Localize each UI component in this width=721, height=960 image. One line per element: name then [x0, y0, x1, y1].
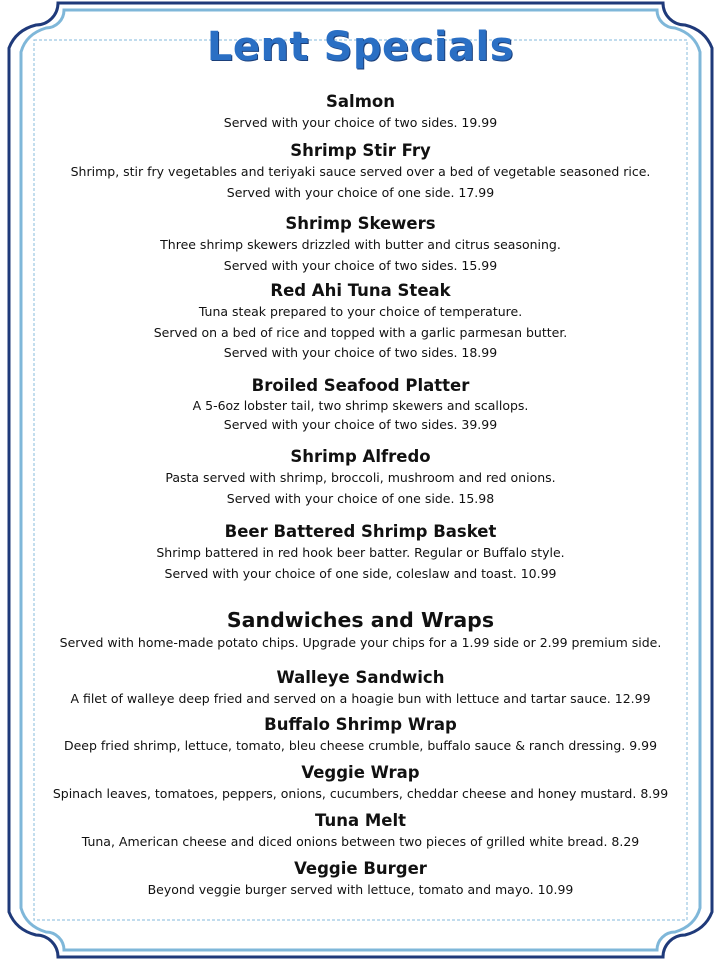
- sandwiches-section-header: [40, 607, 681, 653]
- special-shrimp-skewers: [40, 213, 681, 276]
- sandwich-tuna-melt: [40, 810, 681, 853]
- sandwich-veggie-burger: [40, 858, 681, 901]
- item-desc: Deep fried shrimp, lettuce, tomato, bleu cheese crumble, buffalo sauce & ranch dressing. 9.99: [63, 738, 658, 753]
- section-subtitle: Served with home-made potato chips. Upgrade your chips for a 1.99 side or 2.99 premium side.: [59, 635, 662, 650]
- item-desc: Served with your choice of two sides. 39.99: [223, 417, 498, 432]
- item-desc: Shrimp, stir fry vegetables and teriyaki sauce served over a bed of vegetable seasoned rice.: [70, 164, 651, 179]
- item-desc: Served with your choice of two sides. 15.99: [223, 257, 498, 273]
- item-name: Veggie Burger: [294, 859, 427, 878]
- section-title: Sandwiches and Wraps: [226, 608, 495, 632]
- page-title: Lent Specials: [206, 24, 515, 70]
- item-desc: Served with your choice of one side. 15.98: [226, 490, 495, 506]
- item-desc: Served with your choice of one side. 17.99: [226, 184, 495, 200]
- special-broiled-seafood-platter: [40, 375, 681, 436]
- item-name: Walleye Sandwich: [276, 668, 445, 687]
- item-name: Tuna Melt: [315, 811, 406, 830]
- item-name: Beer Battered Shrimp Basket: [224, 522, 497, 541]
- item-name: Shrimp Skewers: [285, 214, 436, 233]
- item-desc: A filet of walleye deep fried and served on a hoagie bun with lettuce and tartar sauce. 12.99: [70, 691, 651, 706]
- item-desc: Three shrimp skewers drizzled with butter and citrus seasoning.: [160, 237, 561, 252]
- item-desc: Served with your choice of one side, coleslaw and toast. 10.99: [164, 565, 557, 581]
- item-name: Veggie Wrap: [301, 763, 420, 782]
- item-desc: Shrimp battered in red hook beer batter. Regular or Buffalo style.: [156, 545, 565, 560]
- item-desc: Served with your choice of two sides. 18.99: [223, 345, 498, 360]
- item-desc: Beyond veggie burger served with lettuce, tomato and mayo. 10.99: [147, 882, 574, 897]
- item-desc: Tuna, American cheese and diced onions between two pieces of grilled white bread. 8.29: [81, 834, 640, 849]
- sandwich-veggie-wrap: [40, 762, 681, 805]
- item-name: Salmon: [326, 92, 395, 111]
- item-desc: Served with your choice of two sides. 19.99: [223, 115, 498, 130]
- item-desc: Pasta served with shrimp, broccoli, mushroom and red onions.: [165, 470, 556, 485]
- item-desc: A 5-6oz lobster tail, two shrimp skewers and scallops.: [192, 398, 529, 413]
- item-desc: Served on a bed of rice and topped with a garlic parmesan butter.: [153, 324, 568, 340]
- special-beer-battered-shrimp-basket: [40, 521, 681, 584]
- special-shrimp-stir-fry: [40, 140, 681, 203]
- item-name: Shrimp Alfredo: [290, 447, 431, 466]
- special-shrimp-alfredo: [40, 446, 681, 509]
- sandwich-walleye: [40, 667, 681, 710]
- special-red-ahi-tuna-steak: [40, 280, 681, 364]
- item-name: Broiled Seafood Platter: [251, 376, 470, 395]
- item-desc: Spinach leaves, tomatoes, peppers, onions, cucumbers, cheddar cheese and honey mustard. 8.99: [52, 786, 669, 801]
- special-salmon: [40, 91, 681, 134]
- item-desc: Tuna steak prepared to your choice of temperature.: [198, 304, 523, 319]
- sandwich-buffalo-shrimp-wrap: [40, 714, 681, 757]
- item-name: Red Ahi Tuna Steak: [270, 281, 451, 300]
- item-name: Shrimp Stir Fry: [290, 141, 431, 160]
- item-name: Buffalo Shrimp Wrap: [264, 715, 457, 734]
